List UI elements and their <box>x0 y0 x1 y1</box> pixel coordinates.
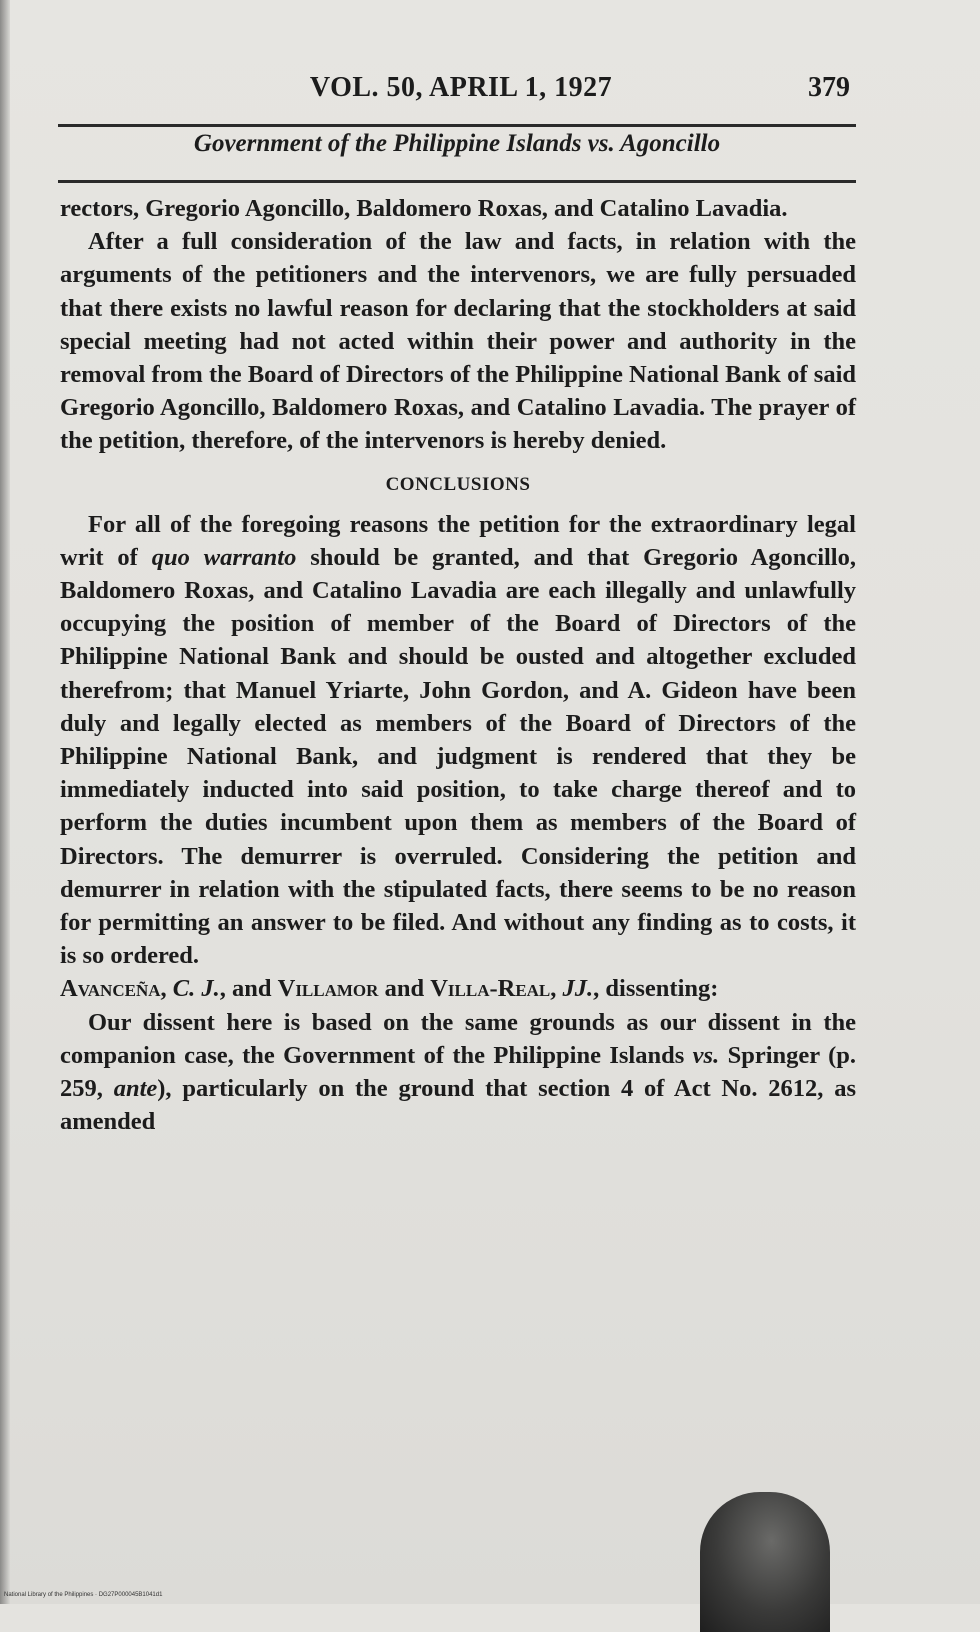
page-header <box>66 68 856 118</box>
scan-source-caption: National Library of the Philippines · DG27P000045B1041d1 <box>4 1592 163 1598</box>
justice-name: Villamor <box>277 975 379 1003</box>
text-segment: For all of the foregoing reasons the petition for the extraordinary legal writ of <box>60 510 856 571</box>
scanner-thumb-shadow <box>700 1492 830 1632</box>
page-number: 379 <box>808 72 850 103</box>
text-segment: should be granted, and that Gregorio Agoncillo, Baldomero Roxas, and Catalino Lavadia are each illegally and unlawfully occupying the position of member of the Board of Directors of the Philippine National Bank and should be ousted and altogether excluded therefrom; that Manuel Yriarte, John Gordon, and A. Gideon have been duly and legally elected as members of the Board of Directors of the Philippine National Bank, and judgment is rendered that they be immediately inducted into said position, to take charge thereof and to perform the duties incumbent upon them as members of the Board of Directors. The demurrer is overruled. Considering the petition and demurrer in relation with the stipulated facts, there seems to be no reason for permitting an answer to be filed. And without any finding as to costs, it is so ordered. <box>60 543 856 970</box>
volume-date: VOL. 50, APRIL 1, 1927 <box>309 72 613 103</box>
header-rule-bottom <box>58 180 856 183</box>
paragraph-conclusions <box>60 508 856 973</box>
header-rule-top <box>58 124 856 127</box>
running-title: Government of the Philippine Islands vs. Agoncillo <box>193 130 721 157</box>
italic-term: vs. <box>692 1041 720 1069</box>
page-edge-shadow <box>0 0 10 1604</box>
text-segment: and <box>378 975 431 1003</box>
document-body <box>60 192 856 1138</box>
italic-term: quo warranto <box>151 543 297 571</box>
justice-title: C. J. <box>172 975 220 1003</box>
section-heading-conclusions: CONCLUSIONS <box>385 473 531 495</box>
text-segment: Our dissent here is based on the same grounds as our dissent in the companion case, the Government of the Philippine Islands <box>60 1008 856 1069</box>
dissent-heading: Avanceña, C. J., and Villamor and Villa-Real, JJ., dissenting: <box>60 975 719 1003</box>
paragraph-dissent <box>60 1006 856 1139</box>
paragraph-consideration: After a full consideration of the law and facts, in relation with the arguments of the petitioners and the intervenors, we are fully persuaded that there exists no lawful reason for declaring that the stockholders at said special meeting had not acted within their power and authority in the removal from the Board of Directors of the Philippine National Bank of said Gregorio Agoncillo, Baldomero Roxas, and Catalino Lavadia. The prayer of the petition, therefore, of the intervenors is hereby denied. <box>60 228 856 455</box>
italic-term: ante <box>113 1075 158 1103</box>
text-segment: , dissenting: <box>593 975 719 1003</box>
justice-name: Avanceña <box>60 975 161 1003</box>
justice-title: JJ. <box>562 975 594 1003</box>
text-segment: Springer (p. 259, <box>60 1041 856 1103</box>
paragraph-continuation: rectors, Gregorio Agoncillo, Baldomero Roxas, and Catalino Lavadia. <box>60 195 788 222</box>
justice-name: Villa-Real <box>430 975 551 1003</box>
text-segment: , and <box>219 975 278 1003</box>
text-segment: ), particularly on the ground that section 4 of Act No. 2612, as amended <box>60 1075 856 1136</box>
